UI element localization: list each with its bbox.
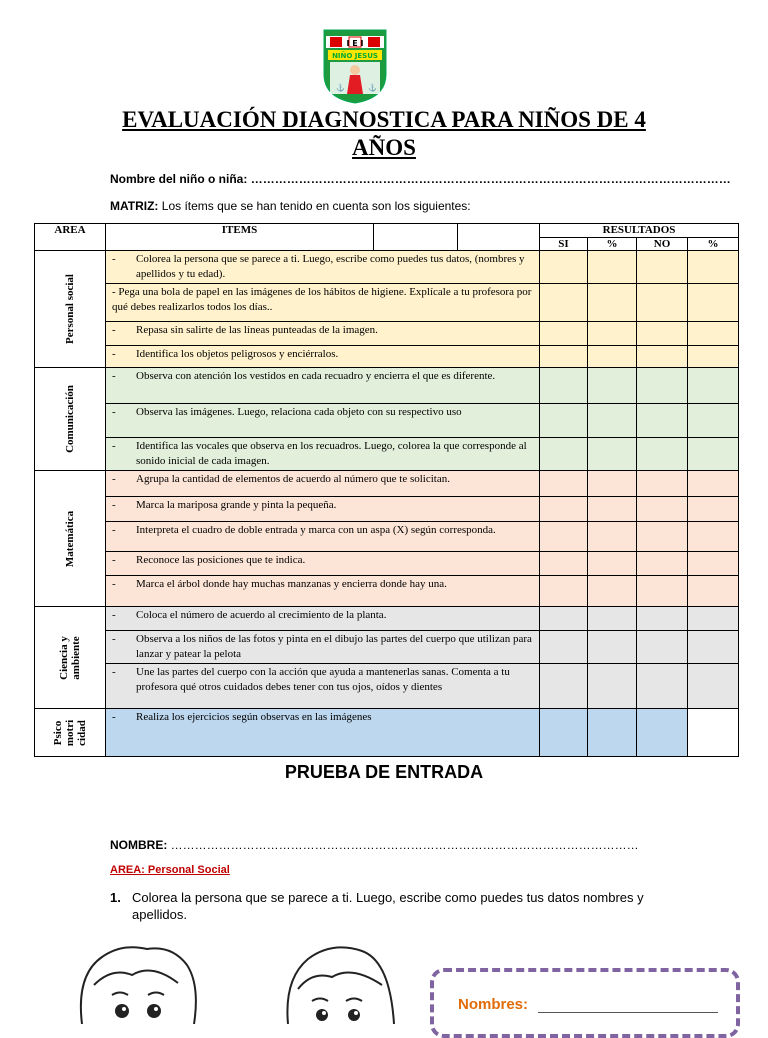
table-row xyxy=(35,438,739,471)
item-ps-4: - Identifica los objetos peligrosos y enciérralos. xyxy=(106,346,540,368)
table-row xyxy=(35,251,739,284)
cell-pct[interactable] xyxy=(688,709,739,757)
header-items: ITEMS xyxy=(106,224,374,251)
cell-pct[interactable] xyxy=(588,576,637,607)
nombre-line xyxy=(110,838,639,852)
cell-pct[interactable] xyxy=(688,438,739,471)
item-ps-3: - Repasa sin salirte de las líneas punteadas de la imagen. xyxy=(106,322,540,346)
cell-si[interactable] xyxy=(540,251,588,284)
question-1 xyxy=(110,889,650,923)
cell-pct[interactable] xyxy=(588,664,637,709)
area-psicomotricidad: Psico motri cidad xyxy=(35,709,106,757)
header-results: RESULTADOS xyxy=(540,224,739,238)
item-ps-2: - Pega una bola de papel en las imágenes de los hábitos de higiene. Explícale a tu profesora por qué debes realizarlos todos los días.. xyxy=(106,284,540,322)
cell-no[interactable] xyxy=(637,404,688,438)
cell-pct[interactable] xyxy=(688,552,739,576)
question-number: 1. xyxy=(110,890,121,905)
cell-pct[interactable] xyxy=(588,251,637,284)
item-ps-1: - Colorea la persona que se parece a ti. Luego, escribe como puedes tus datos, (nombres y apellidos y tu edad). xyxy=(106,251,540,284)
cell-si[interactable] xyxy=(540,284,588,322)
cell-si[interactable] xyxy=(540,709,588,757)
cell-pct[interactable] xyxy=(588,631,637,664)
cell-pct[interactable] xyxy=(688,522,739,552)
cell-no[interactable] xyxy=(637,522,688,552)
item-ma-5: - Marca el árbol donde hay muchas manzanas y encierra donde hay una. xyxy=(106,576,540,607)
cell-pct[interactable] xyxy=(688,497,739,522)
area-matematica: Matemática xyxy=(35,471,106,607)
item-ma-4: - Reconoce las posiciones que te indica. xyxy=(106,552,540,576)
header-pct-2: % xyxy=(688,238,739,251)
names-write-line[interactable] xyxy=(538,1012,718,1013)
cell-si[interactable] xyxy=(540,346,588,368)
item-ci-1: - Coloca el número de acuerdo al crecimiento de la planta. xyxy=(106,607,540,631)
svg-text:⚓: ⚓ xyxy=(336,84,345,92)
cell-si[interactable] xyxy=(540,438,588,471)
cell-no[interactable] xyxy=(637,552,688,576)
boy-drawing-2 xyxy=(282,945,398,1024)
header-blank-2 xyxy=(458,224,540,251)
area-comunicacion: Comunicación xyxy=(35,368,106,471)
child-name-line xyxy=(110,172,731,186)
table-row xyxy=(35,471,739,497)
table-row xyxy=(35,497,739,522)
cell-no[interactable] xyxy=(637,251,688,284)
area-ciencia-ambiente: Ciencia y ambiente xyxy=(35,607,106,709)
table-row xyxy=(35,368,739,404)
table-row xyxy=(35,322,739,346)
names-box xyxy=(430,968,740,1038)
item-ci-2: - Observa a los niños de las fotos y pinta en el dibujo las partes del cuerpo que utilizan para lanzar y patear la pelota xyxy=(106,631,540,664)
table-row xyxy=(35,576,739,607)
cell-pct[interactable] xyxy=(688,631,739,664)
logo-banner: NIÑO JESUS xyxy=(332,52,378,60)
table-row xyxy=(35,664,739,709)
cell-no[interactable] xyxy=(637,576,688,607)
table-row xyxy=(35,346,739,368)
names-label: Nombres: xyxy=(458,996,529,1013)
item-co-3: - Identifica las vocales que observa en los recuadros. Luego, colorea la que corresponde al sonido inicial de cada imagen. xyxy=(106,438,540,471)
cell-pct[interactable] xyxy=(688,368,739,404)
cell-si[interactable] xyxy=(540,664,588,709)
title-line-1: EVALUACIÓN DIAGNOSTICA PARA NIÑOS DE 4 xyxy=(122,107,646,132)
nombre-label: NOMBRE: xyxy=(110,838,168,852)
cell-pct[interactable] xyxy=(688,251,739,284)
cell-no[interactable] xyxy=(637,664,688,709)
cell-no[interactable] xyxy=(637,438,688,471)
nombre-dots: ……………………………………………………………………………………………………… xyxy=(170,838,639,852)
logo-letters: I E I xyxy=(346,39,364,48)
cell-si[interactable] xyxy=(540,631,588,664)
table-row xyxy=(35,709,739,757)
cell-pct[interactable] xyxy=(588,284,637,322)
cell-no[interactable] xyxy=(637,471,688,497)
header-area: AREA xyxy=(35,224,106,251)
cell-no[interactable] xyxy=(637,346,688,368)
cell-no[interactable] xyxy=(637,607,688,631)
cell-no[interactable] xyxy=(637,709,688,757)
table-row xyxy=(35,284,739,322)
cell-pct[interactable] xyxy=(688,607,739,631)
header-no: NO xyxy=(637,238,688,251)
cell-pct[interactable] xyxy=(588,471,637,497)
question-text: Colorea la persona que se parece a ti. Luego, escribe como puedes tus datos nombres y apellidos. xyxy=(132,890,644,922)
matriz-label: MATRIZ: xyxy=(110,199,159,213)
boy-drawing-1 xyxy=(72,945,202,1024)
header-pct-1: % xyxy=(588,238,637,251)
cell-si[interactable] xyxy=(540,471,588,497)
school-logo xyxy=(322,28,388,104)
table-row xyxy=(35,631,739,664)
cell-no[interactable] xyxy=(637,631,688,664)
item-co-1: - Observa con atención los vestidos en cada recuadro y encierra el que es diferente. xyxy=(106,368,540,404)
cell-pct[interactable] xyxy=(688,284,739,322)
cell-pct[interactable] xyxy=(688,346,739,368)
item-pm-1: - Realiza los ejercicios según observas en las imágenes xyxy=(106,709,540,757)
cell-pct[interactable] xyxy=(588,552,637,576)
cell-si[interactable] xyxy=(540,322,588,346)
cell-si[interactable] xyxy=(540,576,588,607)
header-si: SI xyxy=(540,238,588,251)
child-name-dots: ………………………………………………………………………………………………………… xyxy=(250,172,731,186)
table-row xyxy=(35,522,739,552)
cell-si[interactable] xyxy=(540,552,588,576)
matriz-line xyxy=(110,199,471,213)
table-row xyxy=(35,552,739,576)
cell-no[interactable] xyxy=(637,497,688,522)
svg-text:⚓: ⚓ xyxy=(368,84,377,92)
table-row xyxy=(35,607,739,631)
cell-si[interactable] xyxy=(540,368,588,404)
prueba-title: PRUEBA DE ENTRADA xyxy=(284,762,484,782)
cell-si[interactable] xyxy=(540,404,588,438)
cell-pct[interactable] xyxy=(588,607,637,631)
item-ma-1: - Agrupa la cantidad de elementos de acuerdo al número que te solicitan. xyxy=(106,471,540,497)
item-ma-3: - Interpreta el cuadro de doble entrada y marca con un aspa (X) según corresponda. xyxy=(106,522,540,552)
cell-no[interactable] xyxy=(637,284,688,322)
header-blank-1 xyxy=(374,224,458,251)
title-line-2: AÑOS xyxy=(352,135,416,160)
cell-pct[interactable] xyxy=(688,664,739,709)
cell-pct[interactable] xyxy=(588,497,637,522)
table-row xyxy=(35,404,739,438)
evaluation-table xyxy=(34,223,739,757)
area-personal-social-heading: AREA: Personal Social xyxy=(110,864,230,876)
cell-no[interactable] xyxy=(637,368,688,404)
cell-pct[interactable] xyxy=(588,346,637,368)
cell-pct[interactable] xyxy=(688,471,739,497)
child-name-label: Nombre del niño o niña: xyxy=(110,172,248,186)
cell-pct[interactable] xyxy=(688,322,739,346)
cell-pct[interactable] xyxy=(688,576,739,607)
cell-pct[interactable] xyxy=(588,709,637,757)
cell-pct[interactable] xyxy=(588,438,637,471)
document-title xyxy=(100,106,668,162)
item-ci-3: - Une las partes del cuerpo con la acción que ayuda a mantenerlas sanas. Comenta a tu profesora qué otros cuidados debes tener con tus ojos, oídos y dientes xyxy=(106,664,540,709)
cell-si[interactable] xyxy=(540,522,588,552)
item-co-2: - Observa las imágenes. Luego, relaciona cada objeto con su respectivo uso xyxy=(106,404,540,438)
cell-pct[interactable] xyxy=(588,322,637,346)
area-personal-social: Personal social xyxy=(35,251,106,368)
cell-si[interactable] xyxy=(540,497,588,522)
matriz-text: Los ítems que se han tenido en cuenta son los siguientes: xyxy=(158,199,471,213)
item-ma-2: - Marca la mariposa grande y pinta la pequeña. xyxy=(106,497,540,522)
cell-pct[interactable] xyxy=(588,404,637,438)
cell-pct[interactable] xyxy=(588,522,637,552)
cell-no[interactable] xyxy=(637,322,688,346)
cell-pct[interactable] xyxy=(588,368,637,404)
cell-si[interactable] xyxy=(540,607,588,631)
table-header-row xyxy=(35,224,739,238)
cell-pct[interactable] xyxy=(688,404,739,438)
